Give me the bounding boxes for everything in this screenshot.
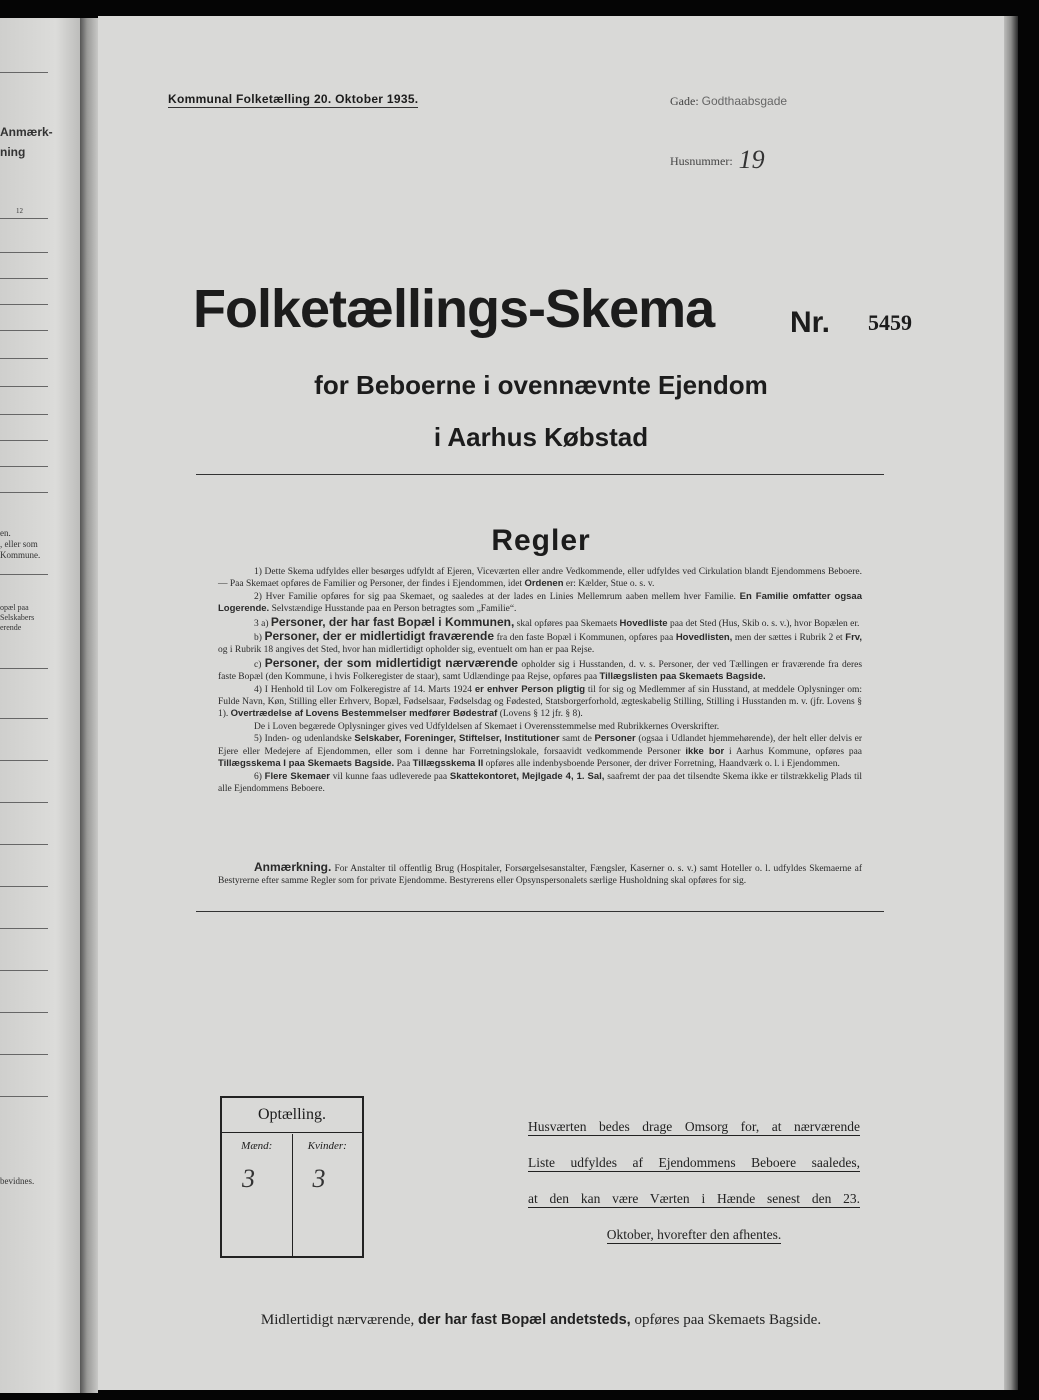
left-note: erende <box>0 623 22 632</box>
left-heading: Anmærk- ning <box>0 125 53 159</box>
street-label: Gade: <box>670 94 699 108</box>
footer-note: Midlertidigt nærværende, der har fast Bopæl andetsteds, opføres paa Skemaets Bagside. <box>260 1312 822 1328</box>
divider <box>196 474 884 475</box>
rules-heading: Regler <box>491 524 591 557</box>
rule-2: 2) Hver Familie opføres for sig paa Skemaet, og saaledes at der lades en Linies Mellemrum aaben mellem hver Familie. En Familie omfatter ogsaa Logerende. Selvstændige Husstande paa en Person betragtes som „Familie“. <box>218 590 862 615</box>
left-note: Selskabers <box>0 613 35 622</box>
left-rule <box>0 466 48 467</box>
women-label: Kvinder: <box>307 1140 347 1152</box>
left-note: Kommune. <box>0 550 41 560</box>
divider <box>196 911 884 912</box>
left-note: , eller som <box>0 539 38 549</box>
instruction-line: Husværten bedes drage Omsorg for, at nærværende <box>528 1119 860 1134</box>
form-title: Folketællings-Skema <box>193 279 715 339</box>
left-rule <box>0 1054 48 1055</box>
form-number-label: Nr. <box>790 306 831 339</box>
count-heading: Optælling. <box>222 1098 362 1133</box>
left-rule <box>0 844 48 845</box>
left-rule <box>0 760 48 761</box>
left-rule <box>0 304 48 305</box>
left-rule <box>0 668 48 669</box>
left-rule <box>0 492 48 493</box>
instruction-line: Liste udfyldes af Ejendommens Beboere saaledes, <box>528 1155 860 1170</box>
left-rule <box>0 330 48 331</box>
left-rule <box>0 414 48 415</box>
instruction-line: Oktober, hvorefter den afhentes. <box>606 1227 782 1242</box>
left-rule <box>0 440 48 441</box>
left-rule <box>0 386 48 387</box>
street-row <box>670 94 787 109</box>
left-rule <box>0 802 48 803</box>
left-note: en. <box>0 528 11 538</box>
remark-label: Anmærkning. <box>254 860 332 874</box>
rules-text <box>218 566 862 795</box>
left-rule <box>0 1096 48 1097</box>
previous-page-fragment <box>0 18 80 1393</box>
house-number-label: Husnummer: <box>670 154 733 168</box>
rule-4-cont: De i Loven begærede Oplysninger gives ved Udfyldelsen af Skemaet i Overensstemmelse med Rubrikkernes Overskrifter. <box>254 721 720 732</box>
men-column <box>222 1134 293 1256</box>
men-label: Mænd: <box>241 1140 273 1152</box>
page-edge <box>1004 16 1018 1390</box>
census-title: Kommunal Folketælling 20. Oktober 1935. <box>168 92 419 106</box>
left-rule <box>0 252 48 253</box>
form-number-value: 5459 <box>868 310 912 335</box>
rule-3c: c) Personer, der som midlertidigt nærværende opholder sig i Husstanden, d. v. s. Personer, der ved Tællingen er fraværende fra deres faste Bopæl (den Kommune, i hvis Folkeregister de staar), samt Udlændinge paa Rejse, opføres paa Tillægslisten paa Skemaets Bagside. <box>218 655 863 683</box>
left-note: bevidnes. <box>0 1176 35 1186</box>
form-subtitle-city: i Aarhus Købstad <box>433 422 649 452</box>
left-rule <box>0 72 48 73</box>
rule-3b: b) Personer, der er midlertidigt fraværende fra den faste Bopæl i Kommunen, opføres paa Hovedlisten, men der sættes i Rubrik 2 et Frv, og i Rubrik 18 angives det Sted, hvor han midlertidigt opholder sig, eventuelt om han er paa Rejse. <box>218 629 862 656</box>
rule-3a: 3 a) Personer, der har fast Bopæl i Kommunen, skal opføres paa Skemaets Hovedliste paa det Sted (Hus, Skib o. s. v.), hvor Bopælen er. <box>254 614 860 629</box>
left-rule <box>0 218 48 219</box>
house-number-row <box>670 142 765 172</box>
landlord-instructions <box>528 1118 860 1262</box>
instruction-line: at den kan være Værten i Hænde senest den 23. <box>528 1191 860 1206</box>
women-column <box>293 1134 363 1256</box>
left-rule <box>0 358 48 359</box>
women-count: 3 <box>312 1164 326 1193</box>
left-rule <box>0 718 48 719</box>
left-rule <box>0 970 48 971</box>
book-gutter <box>80 18 98 1393</box>
men-count: 3 <box>242 1164 255 1193</box>
rule-6: 6) Flere Skemaer vil kunne faas udleverede paa Skattekontoret, Mejlgade 4, 1. Sal, saafremt der paa det tilsendte Skema ikke er tilstrækkelig Plads til alle Ejendommens Beboere. <box>218 770 863 794</box>
left-rule <box>0 1012 48 1013</box>
rule-5: 5) Inden- og udenlandske Selskaber, Foreninger, Stiftelser, Institutioner samt de Personer (ogsaa i Udlandet hjemmehørende), der helt eller delvis er Ejere eller Medejere af Ejendommen, eller som i denne har Forretningslokale, forsaavidt vedkommende Personer ikke bor i Aarhus Kommune, opføres paa Tillægsskema I paa Skemaets Bagside. Paa Tillægsskema II opføres alle indenbysboende Personer, der driver Forretning, Haandværk o. l. i Ejendommen. <box>218 733 863 770</box>
form-subtitle: for Beboerne i ovennævnte Ejendom <box>314 370 768 400</box>
left-column-number: 12 <box>16 207 23 215</box>
street-value: Godthaabsgade <box>701 94 788 108</box>
house-number-value: 19 <box>738 145 765 174</box>
left-rule <box>0 886 48 887</box>
left-rule <box>0 278 48 279</box>
rule-1: 1) Dette Skema udfyldes eller besørges udfyldt af Ejeren, Viceværten eller andre Vedkommende, eller udfyldes ved Cirkulation blandt Ejendommens Beboere. — Paa Skemaet opføres de Familier og Personer, der findes i Ejendommen, idet Ordenen er: Kælder, Stue o. s. v. <box>218 567 862 590</box>
remark-text: Anmærkning. For Anstalter til offentlig Brug (Hospitaler, Forsørgelsesanstalter, Fængsler, Kaserner o. s. v.) samt Hoteller o. l. udfyldes Skemaerne af Bestyrerne efter samme Regler som for private Ejendomme. Bestyrerens eller Opsynspersonalets særlige Husholdning skal opføres for sig. <box>218 860 863 887</box>
census-form-page <box>98 16 1008 1390</box>
left-rule <box>0 574 48 575</box>
left-note: opæl paa <box>0 603 29 612</box>
count-box <box>220 1096 364 1258</box>
rule-4: 4) I Henhold til Lov om Folkeregistre af 14. Marts 1924 er enhver Person pligtig til for sig og Medlemmer af sin Husstand, at meddele Oplysninger om: Fulde Navn, Køn, Stilling eller Erhverv, Bopæl, Fødselsaar, Fødselsdag og Fødested, Statsborgerforhold, ægteskabelig Stilling, Stilling i Husstanden m. v. (jfr. Lovens § 1). Overtrædelse af Lovens Bestemmelser medfører Bødestraf (Lovens § 12 jfr. § 8). <box>218 683 863 720</box>
left-rule <box>0 928 48 929</box>
